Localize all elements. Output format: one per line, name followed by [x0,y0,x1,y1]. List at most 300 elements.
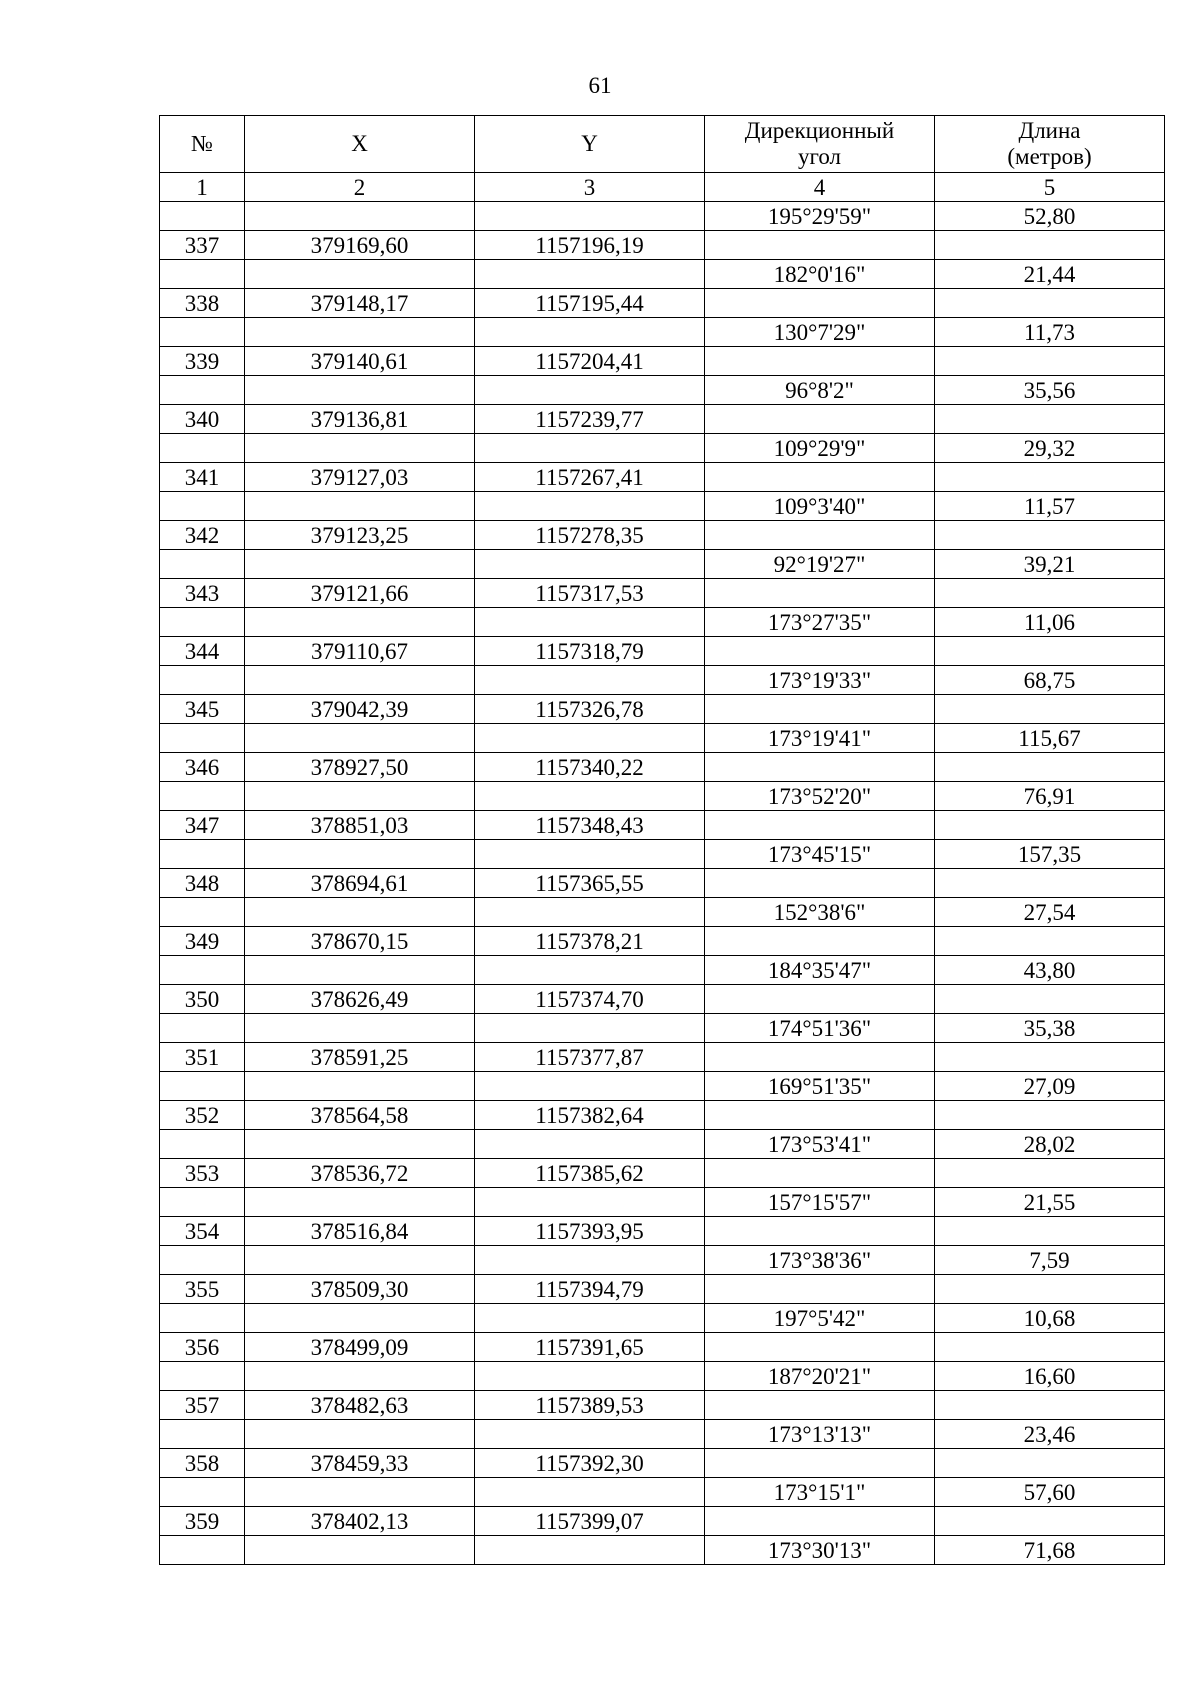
cell-y [475,1362,705,1391]
table-row [160,550,1165,579]
cell-y: 1157318,79 [475,637,705,666]
table-row [160,1246,1165,1275]
header-num: № [160,116,245,173]
cell-angle: 173°13'13" [705,1420,935,1449]
column-number: 2 [245,173,475,202]
cell-length [935,231,1165,260]
cell-x [245,434,475,463]
table-row [160,1304,1165,1333]
cell-x [245,608,475,637]
cell-x [245,782,475,811]
cell-x [245,666,475,695]
cell-length [935,753,1165,782]
cell-y: 1157196,19 [475,231,705,260]
cell-num: 348 [160,869,245,898]
cell-num [160,840,245,869]
table-header-row [160,116,1165,173]
cell-y: 1157391,65 [475,1333,705,1362]
cell-angle: 96°8'2" [705,376,935,405]
table-row [160,434,1165,463]
cell-y [475,1014,705,1043]
page-number: 61 [588,73,612,98]
table-row [160,376,1165,405]
cell-x: 378509,30 [245,1275,475,1304]
cell-x: 379140,61 [245,347,475,376]
table-row [160,347,1165,376]
cell-x: 379110,67 [245,637,475,666]
cell-y: 1157382,64 [475,1101,705,1130]
column-number: 1 [160,173,245,202]
cell-x: 378670,15 [245,927,475,956]
cell-x: 378459,33 [245,1449,475,1478]
cell-x: 378536,72 [245,1159,475,1188]
cell-x [245,1536,475,1565]
cell-num: 351 [160,1043,245,1072]
table-row [160,318,1165,347]
cell-x [245,202,475,231]
cell-y [475,666,705,695]
table-row [160,1159,1165,1188]
cell-length: 16,60 [935,1362,1165,1391]
cell-angle: 182°0'16" [705,260,935,289]
table-row [160,1362,1165,1391]
cell-angle: 130°7'29" [705,318,935,347]
table-row [160,202,1165,231]
cell-angle [705,869,935,898]
cell-length: 68,75 [935,666,1165,695]
cell-num [160,956,245,985]
table-row [160,1333,1165,1362]
cell-angle [705,811,935,840]
cell-angle: 174°51'36" [705,1014,935,1043]
table-row [160,1043,1165,1072]
cell-x [245,840,475,869]
cell-num [160,1536,245,1565]
cell-angle [705,1391,935,1420]
table-row [160,463,1165,492]
cell-length [935,1333,1165,1362]
cell-y [475,724,705,753]
cell-num: 358 [160,1449,245,1478]
cell-y: 1157365,55 [475,869,705,898]
cell-y: 1157399,07 [475,1507,705,1536]
cell-num [160,318,245,347]
cell-num: 359 [160,1507,245,1536]
cell-num: 338 [160,289,245,318]
table-row [160,840,1165,869]
cell-x: 378402,13 [245,1507,475,1536]
cell-angle: 173°38'36" [705,1246,935,1275]
header-length [935,116,1165,173]
cell-angle [705,1275,935,1304]
cell-y [475,202,705,231]
cell-num: 341 [160,463,245,492]
cell-angle [705,1101,935,1130]
cell-length: 27,54 [935,898,1165,927]
cell-num [160,1362,245,1391]
cell-num: 345 [160,695,245,724]
cell-num [160,202,245,231]
cell-x [245,1246,475,1275]
cell-num [160,376,245,405]
cell-y: 1157239,77 [475,405,705,434]
cell-x [245,260,475,289]
cell-length [935,869,1165,898]
cell-y: 1157394,79 [475,1275,705,1304]
cell-y [475,318,705,347]
cell-x [245,1420,475,1449]
cell-length [935,811,1165,840]
cell-angle [705,579,935,608]
cell-angle [705,347,935,376]
table-row [160,1275,1165,1304]
cell-angle: 157°15'57" [705,1188,935,1217]
cell-y: 1157385,62 [475,1159,705,1188]
cell-x [245,898,475,927]
column-number: 3 [475,173,705,202]
cell-y: 1157392,30 [475,1449,705,1478]
table-row [160,1478,1165,1507]
cell-num: 344 [160,637,245,666]
cell-y [475,1246,705,1275]
cell-angle: 173°52'20" [705,782,935,811]
cell-num: 350 [160,985,245,1014]
cell-length [935,521,1165,550]
cell-length [935,637,1165,666]
header-length-line2: (метров) [1007,144,1092,169]
table-row [160,1014,1165,1043]
cell-angle [705,753,935,782]
table-row [160,405,1165,434]
cell-length [935,405,1165,434]
cell-x: 379127,03 [245,463,475,492]
cell-x: 379121,66 [245,579,475,608]
cell-angle: 195°29'59" [705,202,935,231]
cell-angle: 187°20'21" [705,1362,935,1391]
cell-y [475,260,705,289]
cell-y: 1157377,87 [475,1043,705,1072]
table-row [160,1391,1165,1420]
cell-length: 10,68 [935,1304,1165,1333]
cell-y [475,1188,705,1217]
cell-x: 378564,58 [245,1101,475,1130]
cell-x [245,1014,475,1043]
header-angle-line2: угол [797,144,842,169]
cell-angle: 173°53'41" [705,1130,935,1159]
cell-x: 378516,84 [245,1217,475,1246]
cell-y [475,840,705,869]
cell-length: 28,02 [935,1130,1165,1159]
cell-y [475,492,705,521]
header-angle [705,116,935,173]
table-row [160,1217,1165,1246]
cell-y: 1157340,22 [475,753,705,782]
table-row [160,1536,1165,1565]
cell-angle [705,695,935,724]
cell-x: 378927,50 [245,753,475,782]
table-row [160,695,1165,724]
cell-y [475,1478,705,1507]
table-row [160,985,1165,1014]
cell-y [475,1072,705,1101]
cell-num [160,492,245,521]
cell-angle [705,1217,935,1246]
cell-length: 76,91 [935,782,1165,811]
cell-length [935,1159,1165,1188]
table-row [160,1130,1165,1159]
column-numbers-row [160,173,1165,202]
cell-length: 27,09 [935,1072,1165,1101]
header-length-line1: Длина [1018,118,1081,143]
cell-y: 1157204,41 [475,347,705,376]
table-row [160,492,1165,521]
table-row [160,1507,1165,1536]
cell-x: 379136,81 [245,405,475,434]
cell-num: 349 [160,927,245,956]
cell-num [160,1478,245,1507]
cell-angle: 169°51'35" [705,1072,935,1101]
column-number: 4 [705,173,935,202]
cell-x: 379169,60 [245,231,475,260]
cell-length: 71,68 [935,1536,1165,1565]
cell-length: 39,21 [935,550,1165,579]
cell-length: 115,67 [935,724,1165,753]
table-row [160,289,1165,318]
cell-y [475,898,705,927]
cell-num [160,1246,245,1275]
cell-y [475,434,705,463]
table-row [160,869,1165,898]
cell-num: 347 [160,811,245,840]
table-row [160,579,1165,608]
cell-angle [705,927,935,956]
cell-num: 354 [160,1217,245,1246]
table-row [160,666,1165,695]
cell-length [935,1391,1165,1420]
cell-length [935,1101,1165,1130]
cell-angle: 152°38'6" [705,898,935,927]
cell-y [475,956,705,985]
cell-y [475,1536,705,1565]
cell-length: 21,55 [935,1188,1165,1217]
cell-length: 7,59 [935,1246,1165,1275]
cell-num: 343 [160,579,245,608]
cell-x [245,956,475,985]
cell-angle: 173°15'1" [705,1478,935,1507]
cell-x [245,1362,475,1391]
cell-length: 43,80 [935,956,1165,985]
cell-length [935,1449,1165,1478]
cell-x [245,1304,475,1333]
cell-angle [705,1507,935,1536]
cell-y [475,1420,705,1449]
cell-y: 1157195,44 [475,289,705,318]
cell-x: 378591,25 [245,1043,475,1072]
cell-y: 1157326,78 [475,695,705,724]
cell-length [935,579,1165,608]
table-row [160,1101,1165,1130]
cell-num [160,434,245,463]
cell-length: 57,60 [935,1478,1165,1507]
cell-length: 11,06 [935,608,1165,637]
cell-num [160,1420,245,1449]
cell-num [160,1130,245,1159]
cell-angle [705,1043,935,1072]
cell-x: 379123,25 [245,521,475,550]
cell-x: 379042,39 [245,695,475,724]
cell-angle [705,463,935,492]
cell-x [245,318,475,347]
cell-num [160,898,245,927]
table-row [160,1420,1165,1449]
cell-num [160,608,245,637]
table-row [160,260,1165,289]
cell-num [160,1072,245,1101]
cell-num: 342 [160,521,245,550]
cell-y [475,782,705,811]
cell-num [160,550,245,579]
cell-x [245,1478,475,1507]
cell-num: 352 [160,1101,245,1130]
cell-angle [705,521,935,550]
table-row [160,1188,1165,1217]
cell-length: 11,73 [935,318,1165,347]
cell-num: 357 [160,1391,245,1420]
cell-y [475,608,705,637]
cell-x [245,492,475,521]
cell-length: 35,56 [935,376,1165,405]
table-body [160,202,1165,1565]
cell-angle: 109°3'40" [705,492,935,521]
cell-angle [705,231,935,260]
cell-x: 378482,63 [245,1391,475,1420]
cell-length [935,1043,1165,1072]
cell-angle [705,1449,935,1478]
cell-length [935,1217,1165,1246]
cell-x [245,550,475,579]
cell-x [245,1188,475,1217]
cell-angle: 173°45'15" [705,840,935,869]
cell-angle: 173°27'35" [705,608,935,637]
table-row [160,898,1165,927]
table-row [160,927,1165,956]
cell-angle: 173°30'13" [705,1536,935,1565]
coordinates-table [159,115,1165,1565]
cell-y: 1157348,43 [475,811,705,840]
cell-x: 378626,49 [245,985,475,1014]
cell-length [935,347,1165,376]
cell-x [245,724,475,753]
cell-x: 378499,09 [245,1333,475,1362]
cell-num: 356 [160,1333,245,1362]
cell-length: 21,44 [935,260,1165,289]
cell-length: 23,46 [935,1420,1165,1449]
cell-length [935,927,1165,956]
table-row [160,753,1165,782]
cell-angle: 92°19'27" [705,550,935,579]
cell-x [245,1072,475,1101]
cell-num [160,1304,245,1333]
cell-angle [705,985,935,1014]
cell-length [935,985,1165,1014]
cell-length [935,1507,1165,1536]
cell-length [935,289,1165,318]
cell-num [160,724,245,753]
cell-angle: 173°19'41" [705,724,935,753]
cell-y [475,1130,705,1159]
cell-num: 355 [160,1275,245,1304]
cell-length: 157,35 [935,840,1165,869]
cell-y [475,1304,705,1333]
cell-length [935,1275,1165,1304]
cell-y: 1157378,21 [475,927,705,956]
cell-num: 353 [160,1159,245,1188]
table-row [160,521,1165,550]
cell-angle [705,1159,935,1188]
cell-num [160,782,245,811]
cell-y: 1157374,70 [475,985,705,1014]
table-row [160,724,1165,753]
cell-x: 378851,03 [245,811,475,840]
cell-x [245,376,475,405]
column-number: 5 [935,173,1165,202]
table-row [160,637,1165,666]
cell-x [245,1130,475,1159]
cell-angle: 197°5'42" [705,1304,935,1333]
cell-num: 346 [160,753,245,782]
cell-y: 1157389,53 [475,1391,705,1420]
cell-num: 337 [160,231,245,260]
cell-length: 29,32 [935,434,1165,463]
cell-y: 1157278,35 [475,521,705,550]
cell-length: 11,57 [935,492,1165,521]
cell-x: 378694,61 [245,869,475,898]
table-row [160,1072,1165,1101]
cell-length [935,695,1165,724]
table-row [160,231,1165,260]
cell-angle: 109°29'9" [705,434,935,463]
cell-y: 1157267,41 [475,463,705,492]
table-row [160,956,1165,985]
cell-angle [705,1333,935,1362]
cell-num: 339 [160,347,245,376]
cell-length [935,463,1165,492]
table-row [160,1449,1165,1478]
cell-num: 340 [160,405,245,434]
header-y: Y [475,116,705,173]
cell-angle [705,289,935,318]
cell-angle [705,405,935,434]
cell-x: 379148,17 [245,289,475,318]
cell-y: 1157317,53 [475,579,705,608]
cell-length: 52,80 [935,202,1165,231]
cell-angle: 184°35'47" [705,956,935,985]
cell-y [475,376,705,405]
cell-y: 1157393,95 [475,1217,705,1246]
cell-num [160,260,245,289]
table-row [160,782,1165,811]
cell-num [160,1014,245,1043]
cell-y [475,550,705,579]
header-angle-line1: Дирекционный [744,118,895,143]
table-row [160,811,1165,840]
cell-length: 35,38 [935,1014,1165,1043]
cell-angle [705,637,935,666]
cell-angle: 173°19'33" [705,666,935,695]
cell-num [160,666,245,695]
table-row [160,608,1165,637]
header-x: X [245,116,475,173]
